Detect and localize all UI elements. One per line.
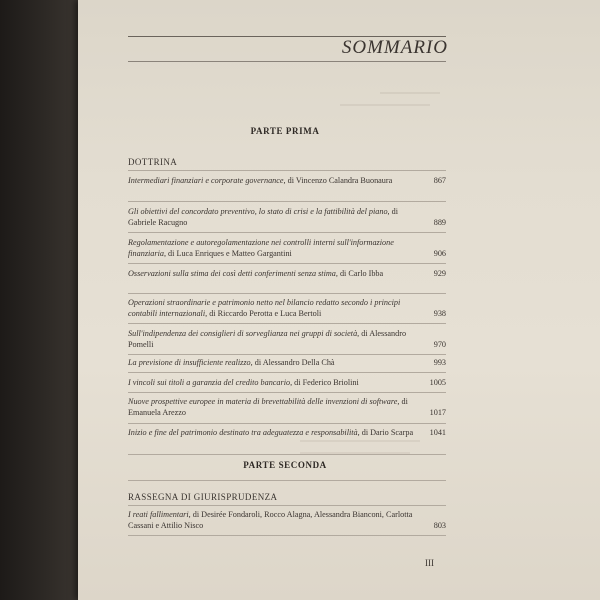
- bleed-through-mark: [380, 92, 440, 94]
- entry-rule: [128, 323, 446, 324]
- entry-title: Osservazioni sulla stima dei così detti conferimenti senza stima: [128, 269, 336, 278]
- toc-entry: [128, 207, 446, 228]
- header-subrule: [128, 61, 446, 62]
- entry-author: , di Desirée Fondaroli, Rocco Alagna, Alessandra Bianconi, Carlotta Cassani e Attilio Nisco: [128, 510, 413, 530]
- entry-author: , di Luca Enriques e Matteo Gargantini: [163, 248, 292, 258]
- entry-author: , di Vincenzo Calandra Buonaura: [283, 176, 393, 185]
- entry-rule: [128, 372, 446, 373]
- entry-page: 803: [433, 520, 446, 530]
- background-left: [0, 0, 80, 600]
- entry-rule: [128, 454, 446, 455]
- entry-rule: [128, 535, 446, 536]
- entry-author: , di Alessandro Pomelli: [128, 329, 407, 349]
- entry-page: 889: [433, 217, 446, 227]
- entry-author: , di Emanuela Arezzo: [128, 397, 408, 417]
- toc-entry: [128, 510, 446, 531]
- entry-title: Sull'indipendenza dei consiglieri di sorveglianza nei gruppi di società: [128, 329, 358, 338]
- entry-rule: [128, 392, 446, 393]
- bleed-through-mark: [300, 440, 420, 442]
- entry-title: Intermediari finanziari e corporate governance: [128, 176, 284, 185]
- entry-title: Operazioni straordinarie e patrimonio netto nel bilancio redatto secondo i principi contabili internazionali: [128, 298, 401, 318]
- entry-rule: [128, 263, 446, 264]
- toc-entry: [128, 329, 446, 350]
- entry-page: 906: [433, 248, 446, 258]
- toc-entry: [128, 428, 446, 439]
- entry-rule: [128, 201, 446, 202]
- toc-entry: [128, 378, 446, 389]
- entry-author: , di Carlo Ibba: [335, 269, 384, 278]
- entry-rule: [128, 232, 446, 233]
- entry-page: 993: [433, 358, 446, 367]
- toc-entry: [128, 176, 446, 187]
- entry-title: Nuove prospettive europee in materia di brevettabilità delle invenzioni di software: [128, 397, 398, 406]
- section-rule: [128, 170, 446, 171]
- entry-page: 867: [433, 176, 446, 185]
- entry-author: , di Alessandro Della Chà: [250, 358, 335, 367]
- entry-rule: [128, 354, 446, 355]
- toc-entry: [128, 238, 446, 259]
- entry-title: Regolamentazione e autoregolamentazione nei controlli interni sull'informazione finanziaria: [128, 238, 394, 258]
- part-two-heading: PARTE SECONDA: [243, 460, 327, 470]
- entry-author: , di Dario Scarpa: [357, 428, 414, 437]
- entry-page: 1005: [429, 378, 446, 387]
- entry-page: 929: [433, 269, 446, 278]
- entry-page: 938: [433, 308, 446, 318]
- toc-entry: [128, 397, 446, 418]
- entry-author: , di Gabriele Racugno: [128, 207, 399, 227]
- entry-title: Inizio e fine del patrimonio destinato tra adeguatezza e responsabilità: [128, 428, 358, 437]
- page-folio: III: [425, 558, 434, 568]
- entry-title: Gli obiettivi del concordato preventivo, lo stato di crisi e la fattibilità del piano: [128, 207, 388, 216]
- entry-page: 1017: [429, 407, 446, 417]
- entry-title: I vincoli sui titoli a garanzia del credito bancario: [128, 378, 291, 387]
- bleed-through-mark: [340, 104, 430, 106]
- toc-entry: [128, 269, 446, 280]
- page-title: SOMMARIO: [341, 37, 448, 58]
- part-one-heading: PARTE PRIMA: [250, 126, 320, 136]
- part-rule: [128, 480, 446, 481]
- entry-rule: [128, 423, 446, 424]
- entry-author: , di Riccardo Perotta e Luca Bertoli: [205, 308, 322, 318]
- entry-title: La previsione di insufficiente realizzo: [128, 358, 251, 367]
- section-rule: [128, 505, 446, 506]
- entry-rule: [128, 293, 446, 294]
- entry-page: 1041: [429, 428, 446, 437]
- entry-author: , di Federico Briolini: [290, 378, 359, 387]
- entry-title: I reati fallimentari: [128, 510, 189, 519]
- entry-page: 970: [433, 339, 446, 349]
- toc-entry: [128, 298, 446, 319]
- section-rassegna: RASSEGNA DI GIURISPRUDENZA: [128, 492, 278, 502]
- toc-entry: [128, 358, 446, 369]
- section-dottrina: DOTTRINA: [128, 157, 178, 167]
